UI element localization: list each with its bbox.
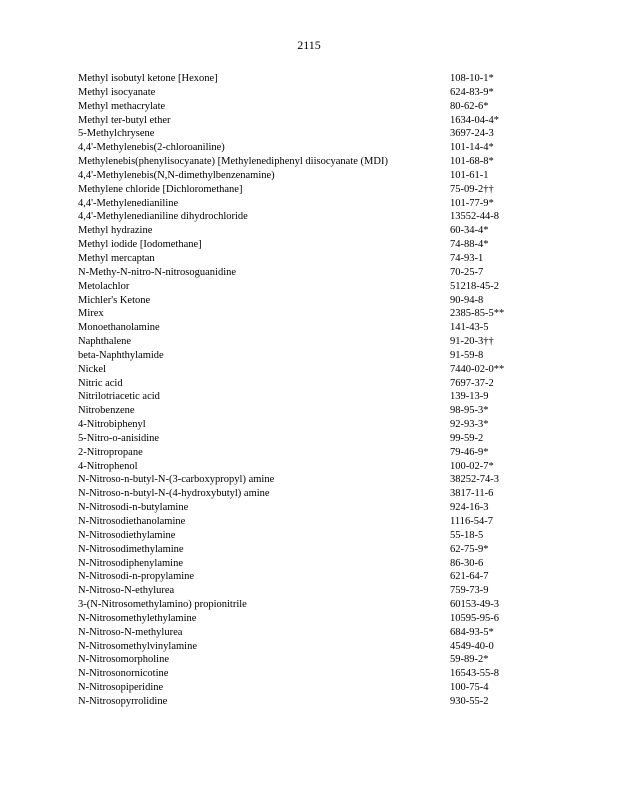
chemical-row — [78, 114, 518, 128]
chemical-name: 4,4'-Methylenebis(2-chloroaniline) — [78, 142, 225, 154]
chemical-row — [78, 72, 518, 86]
chemical-row — [78, 252, 518, 266]
cas-number: 98-95-3* — [450, 405, 489, 417]
chemical-row — [78, 127, 518, 141]
cas-number: 60-34-4* — [450, 225, 489, 237]
cas-number: 1116-54-7 — [450, 516, 493, 527]
chemical-name: beta-Naphthylamide — [78, 349, 164, 361]
chemical-row — [78, 307, 518, 321]
chemical-name: N-Nitrosodimethylamine — [78, 543, 184, 555]
cas-number: 101-14-4* — [450, 142, 494, 154]
cas-number: 75-09-2†† — [450, 183, 494, 195]
chemical-row — [78, 487, 518, 501]
cas-number: 139-13-9 — [450, 391, 489, 403]
chemical-name: 2-Nitropropane — [78, 446, 143, 458]
chemical-name: Michler's Ketone — [78, 294, 151, 306]
chemical-row — [78, 460, 518, 474]
cas-number: 3817-11-6 — [450, 488, 494, 500]
chemical-name: Methyl iodide [Iodomethane] — [78, 239, 202, 251]
chemical-row — [78, 432, 518, 446]
chemical-name: N-Nitrosonornicotine — [78, 668, 169, 680]
chemical-name: Naphthalene — [78, 336, 132, 348]
chemical-row — [78, 695, 518, 709]
chemical-name: N-Nitrosomethylethylamine — [78, 612, 197, 624]
chemical-row — [78, 640, 518, 654]
chemical-row — [78, 598, 518, 612]
cas-number: 74-93-1 — [450, 252, 484, 264]
cas-number: 101-77-9* — [450, 197, 494, 209]
cas-number: 16543-55-8 — [450, 668, 499, 680]
chemical-name: Mirex — [78, 308, 104, 320]
cas-number: 80-62-6* — [450, 100, 489, 112]
chemical-name: 3-(N-Nitrosomethylamino) propionitrile — [78, 599, 247, 611]
cas-number: 86-30-6 — [450, 557, 484, 569]
chemical-row — [78, 294, 518, 308]
cas-number: 930-55-2 — [450, 695, 489, 707]
chemical-row — [78, 335, 518, 349]
cas-number: 60153-49-3 — [450, 599, 499, 611]
cas-number: 62-75-9* — [450, 543, 489, 555]
cas-number: 141-43-5 — [450, 322, 489, 334]
chemical-row — [78, 197, 518, 211]
chemical-row — [78, 681, 518, 695]
chemical-row — [78, 612, 518, 626]
chemical-name: N-Nitroso-n-butyl-N-(3-carboxypropyl) amine — [78, 474, 275, 486]
cas-number: 924-16-3 — [450, 502, 489, 514]
chemical-name: 5-Nitro-o-anisidine — [78, 432, 160, 444]
chemical-name: Nitrobenzene — [78, 405, 135, 417]
cas-number: 59-89-2* — [450, 654, 489, 666]
chemical-row — [78, 321, 518, 335]
chemical-row — [78, 155, 518, 169]
chemical-row — [78, 529, 518, 543]
chemical-row — [78, 280, 518, 294]
chemical-row — [78, 653, 518, 667]
chemical-row — [78, 100, 518, 114]
cas-number: 7697-37-2 — [450, 377, 494, 389]
chemical-name: Metolachlor — [78, 280, 130, 292]
cas-number: 101-61-1 — [450, 169, 489, 181]
cas-number: 1634-04-4* — [450, 114, 499, 126]
cas-number: 51218-45-2 — [450, 280, 499, 292]
chemical-row — [78, 404, 518, 418]
cas-number: 79-46-9* — [450, 446, 489, 458]
chemical-row — [78, 667, 518, 681]
chemical-name: N-Nitrosomorpholine — [78, 654, 169, 666]
chemical-name: 4-Nitrobiphenyl — [78, 419, 146, 431]
cas-number: 92-93-3* — [450, 419, 489, 431]
chemical-row — [78, 390, 518, 404]
cas-number: 91-59-8 — [450, 349, 484, 361]
chemical-row — [78, 266, 518, 280]
chemical-row — [78, 363, 518, 377]
chemical-name: N-Nitrosomethylvinylamine — [78, 640, 197, 652]
chemical-name: N-Nitrosopyrrolidine — [78, 695, 168, 707]
chemical-row — [78, 377, 518, 391]
chemical-name: Methyl isobutyl ketone [Hexone] — [78, 73, 218, 84]
chemical-name: Methylene chloride [Dichloromethane] — [78, 183, 243, 195]
chemical-name: Nickel — [78, 363, 106, 375]
chemical-row — [78, 626, 518, 640]
page-number: 2115 — [297, 38, 321, 52]
chemical-name: 4,4'-Methylenedianiline — [78, 197, 179, 209]
chemical-name: N-Nitrosopiperidine — [78, 682, 164, 694]
cas-number: 74-88-4* — [450, 239, 489, 251]
chemical-name: N-Nitrosodi-n-butylamine — [78, 502, 189, 514]
chemical-name: 4,4'-Methylenedianiline dihydrochloride — [78, 211, 248, 223]
cas-number: 108-10-1* — [450, 73, 494, 84]
chemical-row — [78, 473, 518, 487]
cas-number: 624-83-9* — [450, 86, 494, 98]
chemical-name: Nitric acid — [78, 377, 123, 389]
cas-number: 3697-24-3 — [450, 128, 494, 140]
chemical-row — [78, 557, 518, 571]
chemical-list — [78, 72, 518, 709]
cas-number: 101-68-8* — [450, 156, 494, 168]
chemical-row — [78, 238, 518, 252]
chemical-name: N-Nitrosodi-n-propylamine — [78, 571, 195, 583]
chemical-name: 4,4'-Methylenebis(N,N-dimethylbenzenamine) — [78, 169, 275, 181]
cas-number: 91-20-3†† — [450, 336, 494, 348]
chemical-name: Methyl mercaptan — [78, 252, 155, 264]
chemical-row — [78, 501, 518, 515]
chemical-name: 5-Methylchrysene — [78, 128, 155, 140]
chemical-name: N-Nitroso-N-ethylurea — [78, 585, 175, 597]
cas-number: 55-18-5 — [450, 529, 484, 541]
chemical-row — [78, 86, 518, 100]
chemical-row — [78, 543, 518, 557]
chemical-name: Methylenebis(phenylisocyanate) [Methylenediphenyl diisocyanate (MDI) — [78, 156, 388, 168]
cas-number: 621-64-7 — [450, 571, 489, 583]
chemical-name: N-Nitroso-n-butyl-N-(4-hydroxybutyl) amine — [78, 488, 270, 500]
chemical-row — [78, 570, 518, 584]
chemical-row — [78, 584, 518, 598]
cas-number: 7440-02-0** — [450, 363, 505, 375]
chemical-row — [78, 141, 518, 155]
chemical-name: Methyl isocyanate — [78, 86, 156, 98]
chemical-row — [78, 446, 518, 460]
cas-number: 2385-85-5** — [450, 308, 505, 320]
chemical-name: N-Nitrosodiethanolamine — [78, 516, 186, 527]
chemical-row — [78, 418, 518, 432]
chemical-row — [78, 224, 518, 238]
chemical-name: 4-Nitrophenol — [78, 460, 138, 472]
chemical-name: N-Nitroso-N-methylurea — [78, 626, 183, 638]
chemical-name: Methyl methacrylate — [78, 100, 166, 112]
cas-number: 38252-74-3 — [450, 474, 499, 486]
cas-number: 13552-44-8 — [450, 211, 499, 223]
cas-number: 99-59-2 — [450, 432, 484, 444]
chemical-row — [78, 515, 518, 529]
chemical-row — [78, 349, 518, 363]
cas-number: 10595-95-6 — [450, 612, 499, 624]
cas-number: 100-02-7* — [450, 460, 494, 472]
chemical-row — [78, 210, 518, 224]
cas-number: 90-94-8 — [450, 294, 484, 306]
cas-number: 684-93-5* — [450, 626, 494, 638]
cas-number: 70-25-7 — [450, 266, 484, 278]
chemical-name: Monoethanolamine — [78, 322, 160, 334]
chemical-name: N-Methy-N-nitro-N-nitrosoguanidine — [78, 266, 237, 278]
chemical-row — [78, 169, 518, 183]
chemical-name: Methyl hydrazine — [78, 225, 153, 237]
chemical-name: N-Nitrosodiethylamine — [78, 529, 176, 541]
chemical-name: N-Nitrosodiphenylamine — [78, 557, 183, 569]
cas-number: 4549-40-0 — [450, 640, 494, 652]
cas-number: 759-73-9 — [450, 585, 489, 597]
chemical-name: Methyl ter-butyl ether — [78, 114, 171, 126]
chemical-row — [78, 183, 518, 197]
cas-number: 100-75-4 — [450, 682, 489, 694]
chemical-name: Nitrilotriacetic acid — [78, 391, 160, 403]
